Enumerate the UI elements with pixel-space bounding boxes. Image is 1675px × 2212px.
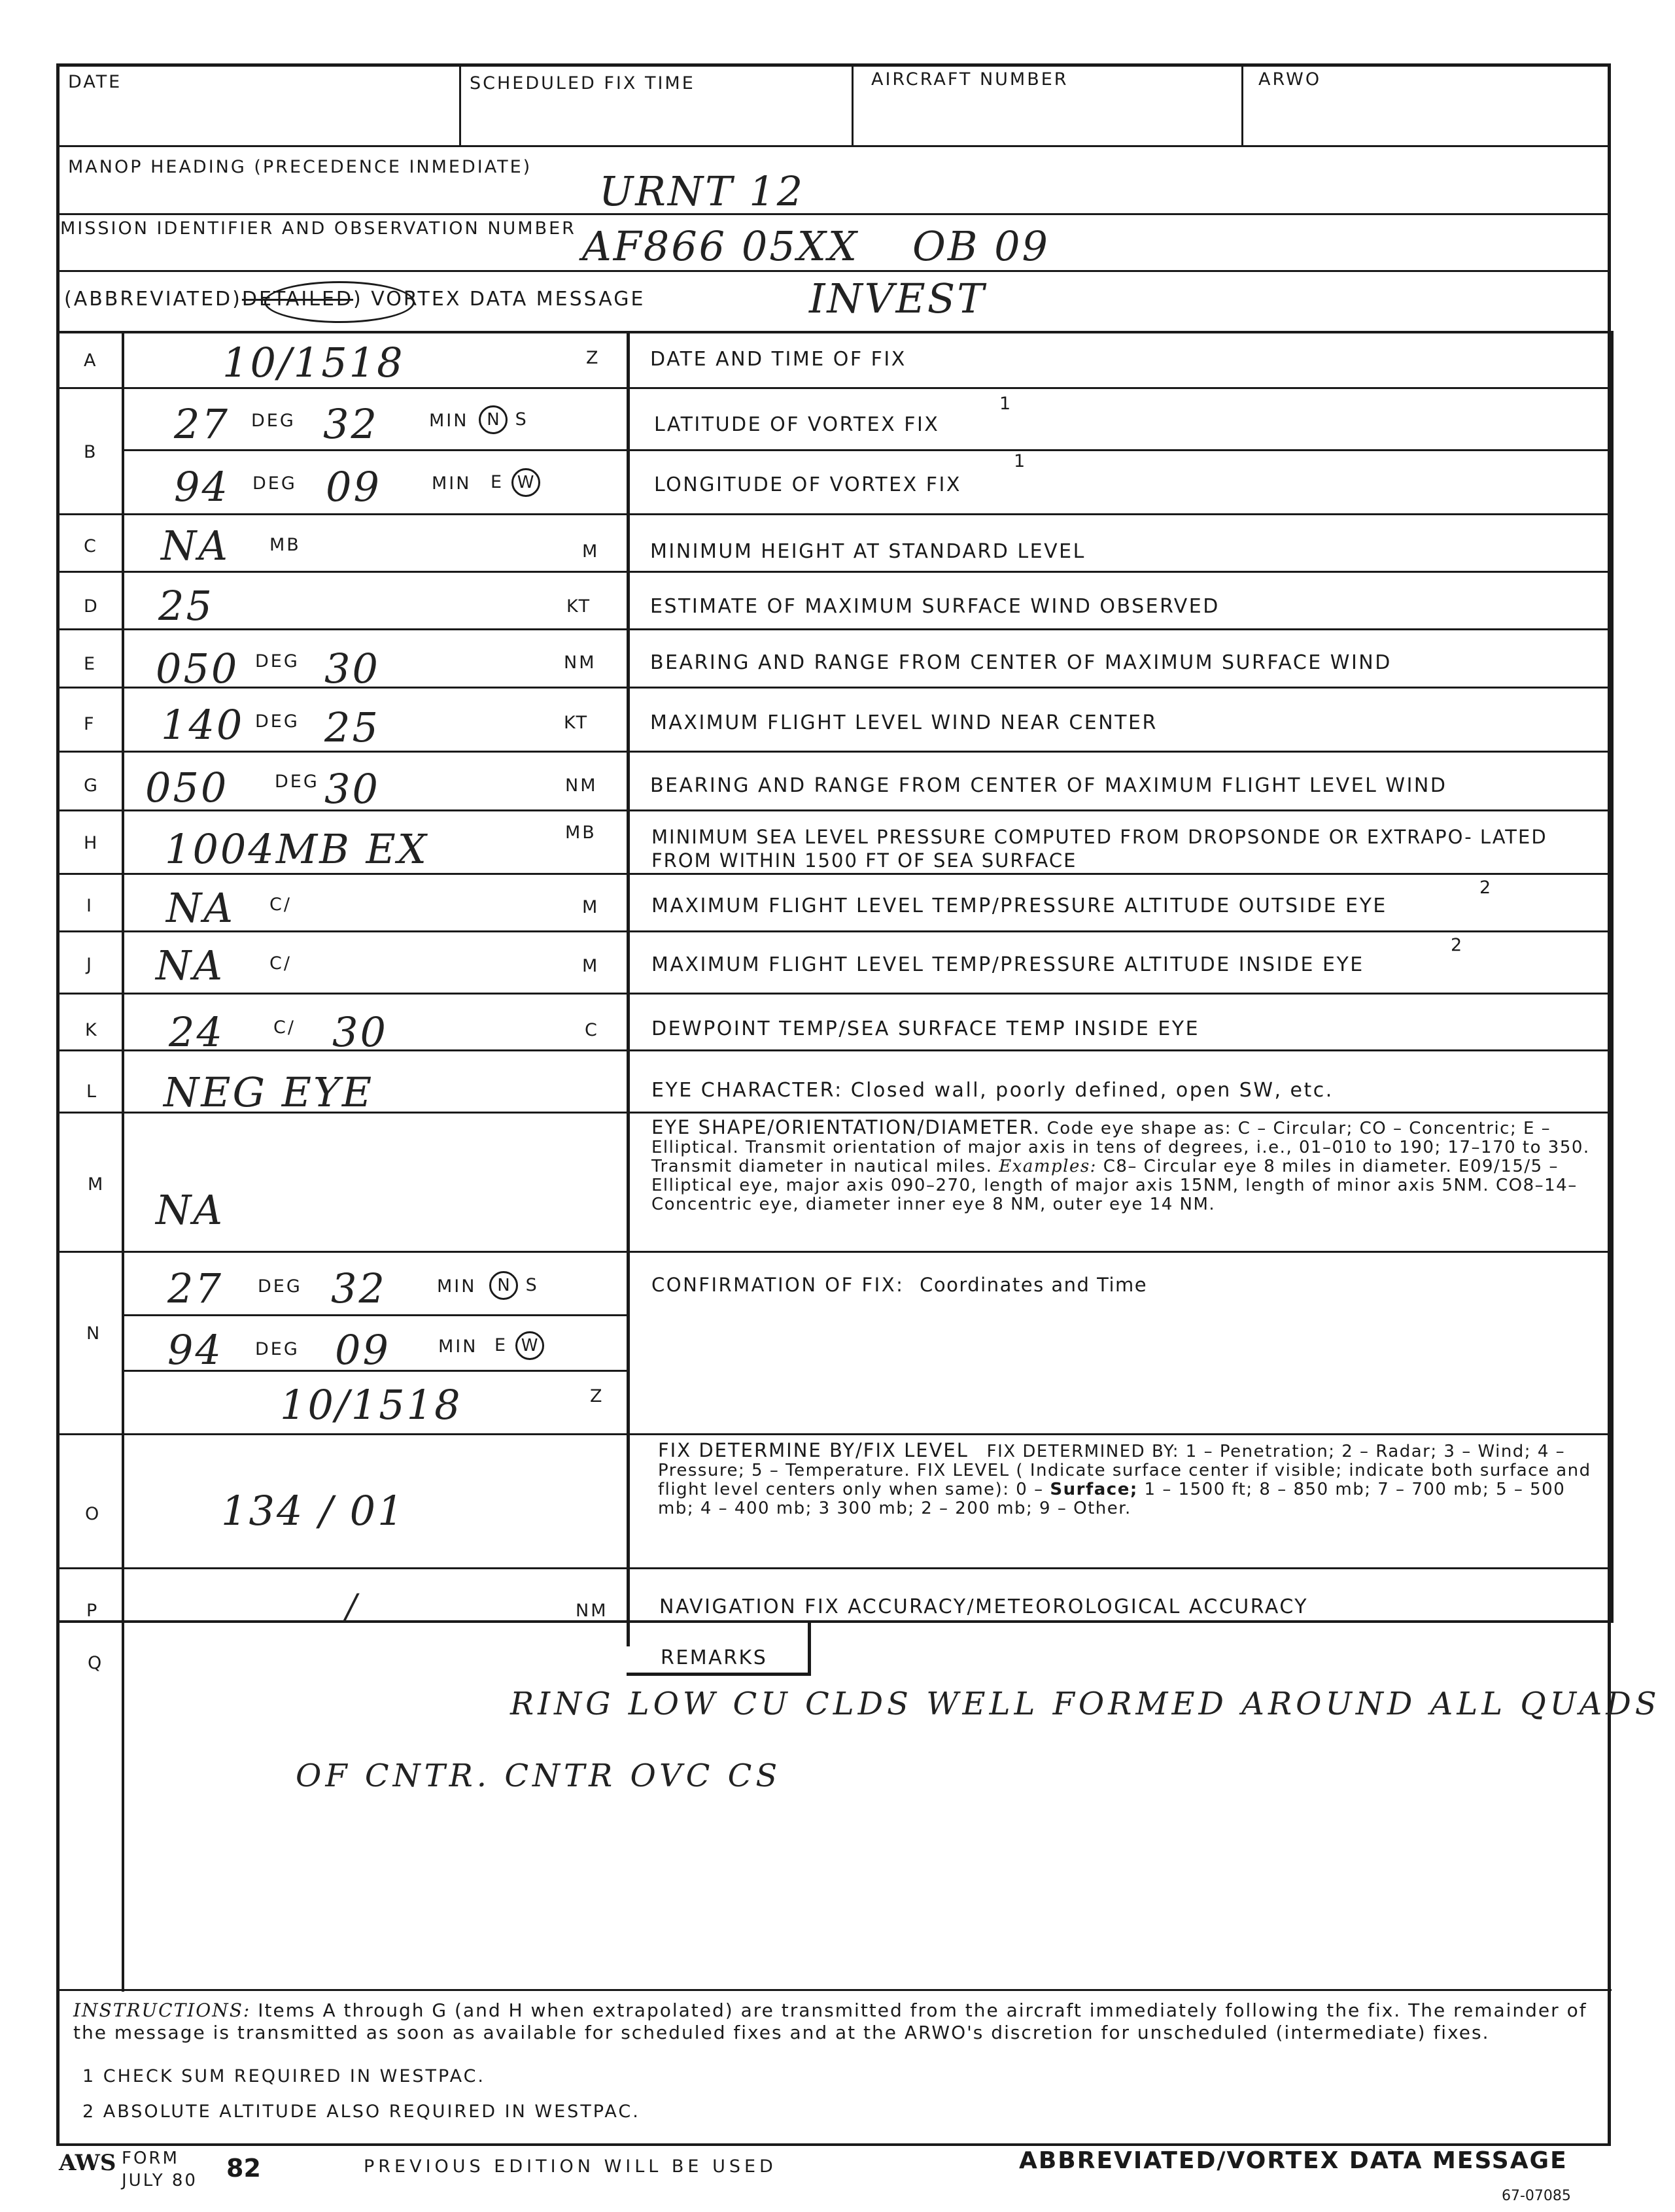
observation-value: OB 09 [912,222,1050,270]
row-d-unit: KT [566,596,592,617]
row-n1-min: MIN [437,1276,477,1297]
row-letter-b: B [84,442,98,462]
row-n2-min: MIN [438,1336,478,1357]
row-m-desc-body: Code eye shape as: C – Circular; CO – Concentric; E – Elliptical. Transmit orientation of major axis in tens of degrees, i.e., 01–010 to 190; 17–170 to 350. Transmit diameter in nautical miles. [651,1119,1590,1176]
row-g-desc: BEARING AND RANGE FROM CENTER OF MAXIMUM FLIGHT LEVEL WIND [650,774,1447,797]
row-letter-g: G [84,775,99,796]
row-p-unit: NM [576,1601,608,1621]
row-l-desc: EYE CHARACTER: Closed wall, poorly defined, open SW, etc. [651,1079,1334,1102]
scheduled-fix-time-label: SCHEDULED FIX TIME [470,73,695,94]
row-i-c: C/ [269,894,292,915]
row-letter-a: A [84,350,98,371]
row-o-desc-title: FIX DETERMINE BY/FIX LEVEL [658,1439,969,1461]
detailed-circle-mark [264,281,415,323]
row-i-sup: 2 [1479,877,1493,898]
row-letter-f: F [84,714,96,734]
instructions-note-2: 2 ABSOLUTE ALTITUDE ALSO REQUIRED IN WESTPAC. [82,2101,640,2122]
letter-column-divider [122,331,124,1992]
row-f-value2: 25 [324,704,380,751]
row-n2-hemisphere [494,1331,544,1360]
row-f-value: 140 [161,701,245,749]
row-b2-value: 94 [174,463,230,511]
row-n1-hem-north: N [489,1271,518,1300]
aircraft-number-label: AIRCRAFT NUMBER [871,69,1069,90]
mission-row-bottom [56,270,1610,272]
manop-value: URNT 12 [599,167,805,215]
row-c-unit: M [582,541,600,562]
row-separator-F [56,751,1612,753]
footer-stock-number: 67-07085 [1502,2188,1571,2204]
row-g-unit: NM [565,775,598,796]
header-divider-2 [852,63,854,146]
row-h-value: 1004MB EX [165,825,428,873]
footer-form-date: JULY 80 [122,2171,198,2190]
row-n1-min-value: 32 [331,1265,387,1312]
row-letter-k: K [85,1020,99,1040]
row-j-desc: MAXIMUM FLIGHT LEVEL TEMP/PRESSURE ALTITUDE INSIDE EYE [651,953,1364,976]
row-b1-hem-south: S [515,409,528,430]
row-p-value: / [345,1588,359,1627]
row-k-value2: 30 [332,1008,388,1056]
footer-aws: AWS [59,2150,116,2176]
row-a-unit: Z [586,348,600,368]
row-b2-min-value: 09 [326,463,381,511]
row-separator-A [56,387,1612,389]
remarks-line-2: OF CNTR. CNTR OVC CS [296,1758,782,1794]
row-o-value: 134 / 01 [221,1487,406,1535]
vortex-message-text: ) VORTEX DATA MESSAGE [353,288,646,311]
row-separator-E [56,687,1612,689]
row-n2-value: 94 [167,1326,223,1374]
row-k-value: 24 [169,1008,224,1056]
instructions-note-1: 1 CHECK SUM REQUIRED IN WESTPAC. [82,2066,486,2086]
row-b2-hemisphere [491,468,540,497]
message-row-bottom [56,331,1610,333]
row-g-value2: 30 [324,765,380,813]
row-b2-deg: DEG [252,473,297,494]
row-letter-h: H [84,833,99,853]
row-n1-value: 27 [167,1265,223,1312]
message-value: INVEST [809,275,986,322]
row-b2-min: MIN [432,473,472,494]
row-separator-N-1 [122,1314,628,1316]
row-n2-min-value: 09 [335,1326,390,1374]
row-d-desc: ESTIMATE OF MAXIMUM SURFACE WIND OBSERVED [650,595,1220,618]
row-n1-hemisphere [489,1271,539,1300]
footer-title: ABBREVIATED/VORTEX DATA MESSAGE [1019,2147,1568,2174]
row-letter-m: M [88,1174,105,1195]
row-n2-deg: DEG [255,1339,300,1359]
row-b1-deg: DEG [251,411,296,431]
row-m-desc [651,1118,1600,1214]
row-separator-B-mid [122,449,1612,451]
row-n3-value: 10/1518 [280,1381,462,1429]
row-e-deg: DEG [255,651,300,672]
date-label: DATE [68,72,122,92]
abbreviated-text: (ABBREVIATED) [64,288,242,311]
row-b2-hem-east: E [491,472,504,492]
row-separator-G [56,809,1612,811]
row-separator-M [56,1251,1612,1253]
row-o-desc-tail: 1 – 1500 ft; 8 – 850 mb; 7 – 700 mb; 5 – 500 mb; 4 – 400 mb; 3 300 mb; 2 – 200 mb; 9 – Other. [658,1480,1566,1518]
row-n1-hem-south: S [525,1275,539,1295]
row-j-value: NA [156,942,225,989]
row-n3-unit: Z [590,1386,604,1406]
row-b2-hem-west: W [511,468,540,497]
row-g-deg: DEG [275,772,319,792]
row-b1-min: MIN [429,411,469,431]
row-f-deg: DEG [255,711,300,732]
row-separator-D [56,628,1612,630]
row-o-desc-bold: Surface; [1050,1480,1138,1499]
row-separator-J [56,993,1612,995]
row-m-examples-label: Examples: [999,1157,1097,1176]
form-border-top [56,63,1610,67]
instructions-body: Items A through G (and H when extrapolated) are transmitted from the aircraft immediately following the fix. The remainder of the message is transmitted as soon as available for scheduled fixes and at the ARWO's discretion for unscheduled (intermediate) fixes. [73,1999,1587,2043]
row-b2-desc: LONGITUDE OF VORTEX FIX [654,473,961,496]
instructions-text [73,1999,1604,2044]
row-n1-deg: DEG [258,1276,302,1297]
header-divider-3 [1241,63,1243,146]
row-l-value: NEG EYE [164,1068,374,1116]
footer-form-number: 82 [226,2154,261,2183]
row-separator-N [56,1433,1612,1435]
row-f-unit: KT [564,713,589,733]
mission-label: MISSION IDENTIFIER AND OBSERVATION NUMBER [60,218,576,239]
row-m-examples-body: C8– Circular eye 8 miles in diameter. E09/15/5 – Elliptical eye, major axis 090–270, length of major axis 15NM, length of minor axis 5NM. CO8–14–Concentric eye, diameter inner eye 8 NM, outer eye 14 NM. [651,1157,1578,1214]
form-border-bottom [56,2143,1610,2146]
row-c-value: NA [161,522,230,570]
remarks-box-right [808,1623,811,1675]
row-a-value: 10/1518 [222,339,405,386]
row-letter-p: P [86,1601,99,1621]
row-a-desc: DATE AND TIME OF FIX [650,348,907,371]
row-b1-value: 27 [174,400,230,448]
row-b1-hem-north: N [479,405,508,434]
row-b1-sup: 1 [999,394,1012,414]
row-k-c: C/ [273,1017,296,1038]
row-letter-i: I [86,896,94,916]
remarks-line-1: RING LOW CU CLDS WELL FORMED AROUND ALL QUADS [510,1686,1661,1722]
row-separator-I [56,930,1612,932]
row-m-desc-title: EYE SHAPE/ORIENTATION/DIAMETER. [651,1116,1041,1138]
row-b1-min-value: 32 [323,400,379,448]
row-n-desc-tail: Coordinates and Time [920,1274,1148,1296]
row-j-unit: M [582,956,600,976]
row-c-desc: MINIMUM HEIGHT AT STANDARD LEVEL [650,540,1086,563]
row-letter-o: O [85,1504,101,1524]
row-e-value2: 30 [324,645,380,692]
row-i-unit: M [582,897,600,917]
row-i-value: NA [166,884,235,932]
row-n2-hem-east: E [494,1335,508,1355]
row-h-desc: MINIMUM SEA LEVEL PRESSURE COMPUTED FROM DROPSONDE OR EXTRAPO- LATED FROM WITHIN 1500 FT OF SEA SURFACE [651,826,1547,872]
description-column-right [1610,331,1614,1623]
row-p-desc: NAVIGATION FIX ACCURACY/METEOROLOGICAL ACCURACY [659,1595,1309,1618]
remarks-area-bottom [56,1989,1612,1991]
row-separator-B [56,513,1612,515]
row-h-unit: MB [565,823,596,843]
row-j-c: C/ [269,953,292,974]
row-o-desc [658,1441,1593,1518]
row-d-value: 25 [158,582,214,630]
row-c-mb: MB [269,535,301,555]
row-letter-j: J [86,955,94,975]
row-b2-sup: 1 [1014,451,1027,471]
row-separator-C [56,571,1612,573]
row-o-desc-body: FIX DETERMINED BY: 1 – Penetration; 2 – Radar; 3 – Wind; 4 – Pressure; 5 – Temperature. FIX LEVEL ( Indicate surface center if visible; indicate both surface and flight level centers only when same): 0 – [658,1442,1591,1499]
row-letter-n: N [86,1323,102,1344]
instructions-label: INSTRUCTIONS: [73,1999,251,2021]
manop-row-bottom [56,213,1610,215]
value-column-divider [627,331,630,1646]
row-separator-H [56,873,1612,875]
row-m-value: NA [156,1186,225,1234]
row-b1-hemisphere [479,405,528,434]
row-j-sup: 2 [1451,935,1464,955]
row-separator-K [56,1049,1612,1051]
row-separator-O [56,1567,1612,1569]
detailed-text: DETAILED [241,288,354,311]
row-k-unit: C [585,1020,599,1040]
footer-form-label: FORM [122,2149,179,2168]
form-border-left [56,63,60,2146]
row-letter-l: L [86,1081,99,1102]
row-n-desc [651,1274,1147,1296]
row-letter-q: Q [88,1653,104,1673]
row-letter-e: E [84,654,97,674]
row-n2-hem-west: W [515,1331,544,1360]
row-e-desc: BEARING AND RANGE FROM CENTER OF MAXIMUM SURFACE WIND [650,651,1392,674]
manop-label: MANOP HEADING (PRECEDENCE INMEDIATE) [68,157,532,177]
row-b1-desc: LATITUDE OF VORTEX FIX [654,413,940,436]
header-divider-1 [459,63,461,146]
row-f-desc: MAXIMUM FLIGHT LEVEL WIND NEAR CENTER [650,711,1158,734]
row-n-desc-title: CONFIRMATION OF FIX: [651,1274,905,1296]
header-row-bottom [56,145,1610,147]
row-letter-c: C [84,536,98,556]
mission-value: AF866 05XX [582,222,859,270]
row-separator-P [56,1620,1612,1623]
row-e-unit: NM [564,653,596,673]
arwo-label: ARWO [1258,69,1322,90]
row-i-desc: MAXIMUM FLIGHT LEVEL TEMP/PRESSURE ALTITUDE OUTSIDE EYE [651,894,1387,917]
footer-previous-edition: PREVIOUS EDITION WILL BE USED [364,2156,777,2177]
row-k-desc: DEWPOINT TEMP/SEA SURFACE TEMP INSIDE EYE [651,1017,1200,1040]
row-g-value: 050 [145,764,229,811]
remarks-box-bottom [627,1673,811,1676]
remarks-label: REMARKS [661,1646,768,1669]
row-e-value: 050 [156,645,239,692]
row-letter-d: D [84,596,99,617]
